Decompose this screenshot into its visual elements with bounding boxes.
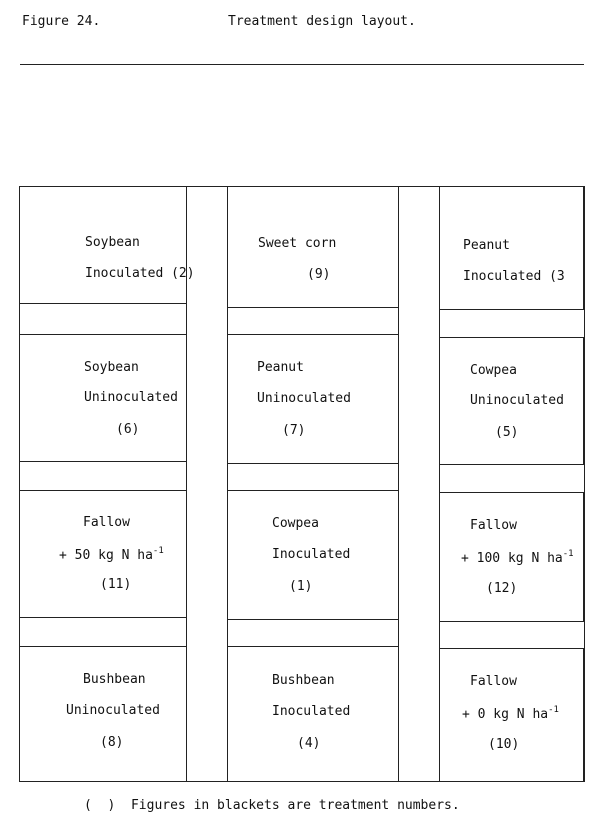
- plot-detail: [461, 549, 574, 566]
- plot-number: (5): [495, 425, 519, 440]
- header-rule: [20, 64, 584, 65]
- plot-crop: Fallow: [470, 674, 517, 689]
- plot-crop: Bushbean: [272, 673, 335, 688]
- plot-number: (9): [307, 267, 331, 282]
- plot-detail: Inoculated (3: [463, 269, 565, 284]
- plot-detail-exponent: -1: [548, 705, 559, 715]
- plot-detail: [462, 705, 559, 722]
- plot-crop: Fallow: [470, 518, 517, 533]
- plot-bushbean-inoculated: [227, 646, 399, 782]
- plot-detail: Uninoculated: [84, 390, 178, 405]
- plot-peanut-inoculated: [439, 186, 584, 310]
- plot-detail-text: + 100 kg N ha: [461, 551, 563, 566]
- plot-number: (10): [488, 737, 520, 752]
- footnote: ( ) Figures in blackets are treatment numbers.: [84, 798, 460, 813]
- plot-cowpea-inoculated: [227, 490, 399, 620]
- plot-number: (1): [289, 579, 313, 594]
- plot-crop: Peanut: [257, 360, 304, 375]
- plot-detail-exponent: -1: [562, 549, 574, 559]
- plot-detail-exponent: -1: [152, 546, 164, 556]
- figure-label: Figure 24.: [22, 14, 101, 29]
- plot-number: (4): [297, 736, 321, 751]
- plot-sweet-corn: [227, 186, 399, 308]
- plot-crop: Cowpea: [470, 363, 517, 378]
- plot-number: (12): [486, 581, 518, 596]
- plot-fallow-50n: [19, 490, 187, 618]
- plot-number: (7): [282, 423, 306, 438]
- plot-fallow-0n: [439, 648, 584, 782]
- plot-number: (6): [116, 422, 140, 437]
- plot-crop: Soybean: [85, 235, 140, 250]
- plot-detail-text: + 50 kg N ha: [59, 548, 153, 563]
- plot-cowpea-uninoculated: [439, 337, 584, 465]
- figure-title: Treatment design layout.: [228, 14, 416, 29]
- plot-soybean-inoculated: [19, 186, 195, 304]
- plot-crop: Sweet corn: [258, 236, 337, 251]
- plot-bushbean-uninoculated: [19, 646, 187, 782]
- alley-right: [398, 186, 440, 782]
- plot-crop: Cowpea: [272, 516, 319, 531]
- plot-detail: Uninoculated: [66, 703, 160, 718]
- plot-detail: Uninoculated: [257, 391, 351, 406]
- plot-detail: Inoculated (2): [85, 266, 195, 281]
- plot-soybean-uninoculated: [19, 334, 187, 462]
- plot-crop: Soybean: [84, 360, 139, 375]
- plot-detail: Inoculated: [272, 547, 351, 562]
- plot-detail-text: + 0 kg N ha: [462, 707, 549, 722]
- plot-number: (8): [100, 735, 124, 750]
- plot-crop: Bushbean: [83, 672, 146, 687]
- plot-number: (11): [100, 577, 132, 592]
- plot-detail: [59, 546, 164, 563]
- plot-detail: Inoculated: [272, 704, 351, 719]
- plot-fallow-100n: [439, 492, 584, 622]
- plot-crop: Peanut: [463, 238, 510, 253]
- plot-peanut-uninoculated: [227, 334, 399, 464]
- plot-detail: Uninoculated: [470, 393, 564, 408]
- plot-crop: Fallow: [83, 515, 130, 530]
